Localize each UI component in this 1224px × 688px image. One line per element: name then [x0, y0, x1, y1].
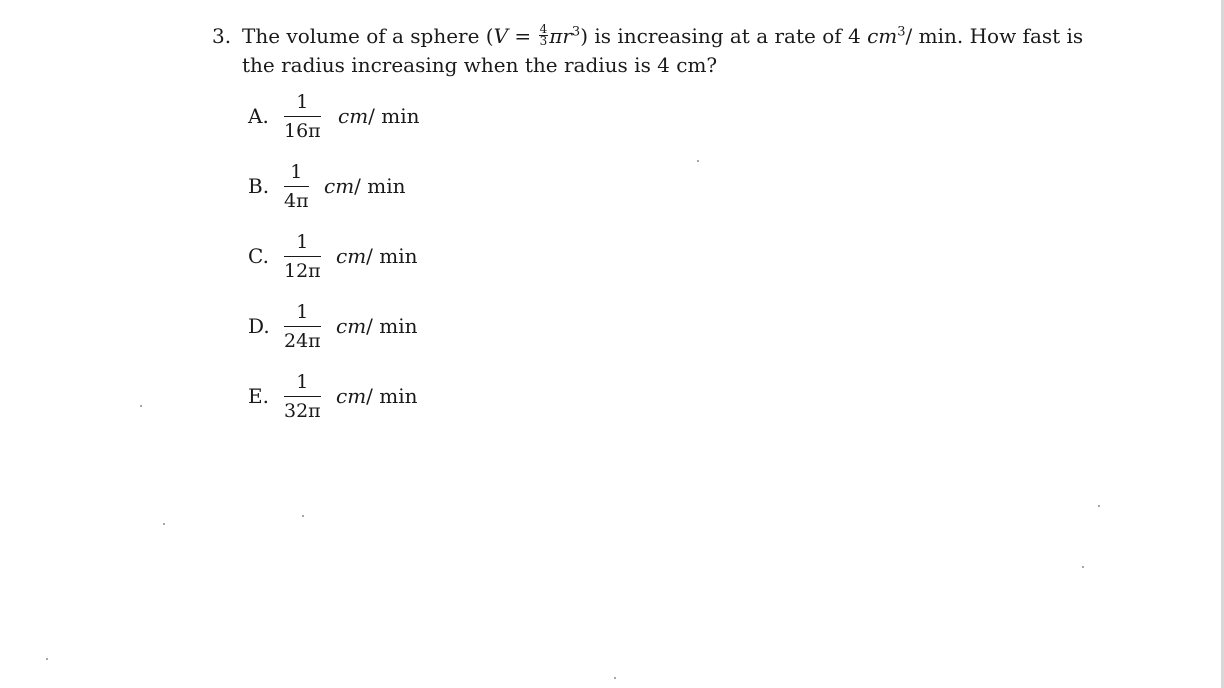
question-line2: the radius increasing when the radius is 4 cm? — [242, 53, 718, 77]
scan-speck — [46, 658, 48, 660]
unit-per-min: / min — [366, 384, 418, 408]
fraction-numerator: 1 — [284, 160, 309, 187]
formula-fraction — [539, 24, 549, 47]
fraction-denominator: 32π — [284, 400, 321, 422]
equals-sign: = — [508, 24, 538, 48]
unit-per-min: / min — [368, 104, 420, 128]
option-letter: A. — [248, 104, 269, 128]
fraction-numerator: 1 — [284, 370, 321, 397]
scan-speck — [302, 515, 304, 517]
option-letter: B. — [248, 174, 270, 198]
formula-exponent: 3 — [571, 24, 581, 40]
scan-speck — [163, 523, 165, 525]
option-fraction — [284, 300, 321, 353]
formula-fraction-numerator: 4 — [539, 22, 548, 36]
scan-speck — [614, 677, 616, 679]
option-unit — [336, 244, 418, 268]
fraction-denominator: 24π — [284, 330, 321, 352]
question-line1-part-a: The volume of a sphere ( — [242, 24, 494, 48]
formula-pi-r: πr — [549, 24, 572, 48]
unit-cm: cm — [336, 314, 367, 338]
unit-per-min: / min — [354, 174, 406, 198]
scan-speck — [697, 160, 699, 162]
option-letter: C. — [248, 244, 269, 268]
fraction-denominator: 12π — [284, 260, 321, 282]
fraction-numerator: 1 — [284, 300, 321, 327]
unit-per-min: / min — [366, 314, 418, 338]
option-unit — [324, 174, 406, 198]
unit-cm: cm — [324, 174, 355, 198]
question-line1-part-c: / min. How fast is — [905, 24, 1084, 48]
question-line1-part-b: ) is increasing at a rate of 4 — [580, 24, 868, 48]
rate-unit-exponent: 3 — [897, 24, 906, 40]
fraction-denominator: 16π — [284, 120, 321, 142]
option-fraction — [284, 90, 321, 143]
rate-unit: cm — [867, 24, 898, 48]
scan-speck — [1098, 505, 1100, 507]
scan-speck — [140, 405, 142, 407]
unit-cm: cm — [336, 244, 367, 268]
option-unit — [336, 384, 418, 408]
question-number: 3. — [212, 24, 232, 48]
formula-fraction-denominator: 3 — [539, 34, 548, 48]
fraction-denominator: 4π — [284, 190, 309, 212]
scan-speck — [1082, 566, 1084, 568]
unit-cm: cm — [338, 104, 369, 128]
unit-cm: cm — [336, 384, 367, 408]
option-fraction — [284, 230, 321, 283]
fraction-numerator: 1 — [284, 230, 321, 257]
volume-symbol: V — [493, 24, 509, 48]
question-text — [242, 22, 1132, 80]
option-unit — [338, 104, 420, 128]
option-fraction — [284, 160, 309, 213]
option-unit — [336, 314, 418, 338]
fraction-numerator: 1 — [284, 90, 321, 117]
unit-per-min: / min — [366, 244, 418, 268]
option-letter: D. — [248, 314, 270, 338]
option-fraction — [284, 370, 321, 423]
option-letter: E. — [248, 384, 269, 408]
